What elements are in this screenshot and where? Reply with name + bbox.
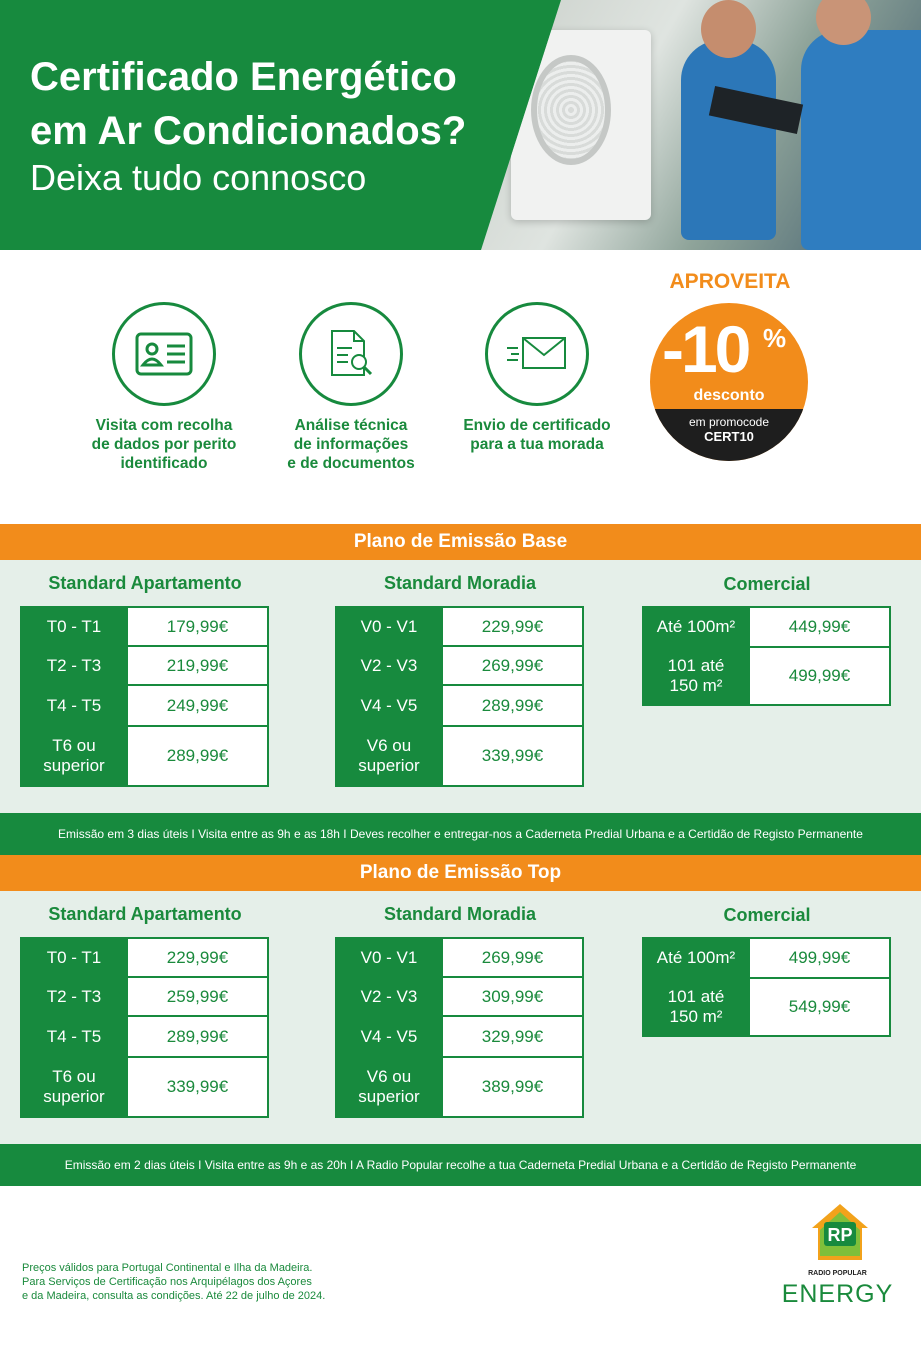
label-line: V6 ou	[366, 1067, 412, 1086]
feature-text	[79, 416, 249, 473]
row-price: 549,99€	[749, 978, 890, 1036]
promo-text: em promocode	[688, 415, 770, 429]
row-price: 289,99€	[127, 726, 268, 786]
document-search-icon	[326, 328, 376, 380]
technicians-photo	[481, 0, 921, 250]
column-title: Comercial	[723, 905, 811, 925]
feature-line: identificado	[120, 455, 208, 472]
row-label	[336, 685, 442, 726]
feature-line: Visita com recolha	[95, 417, 233, 434]
promo-code-box	[650, 409, 808, 461]
label-line: T2 - T3	[46, 655, 102, 675]
table-row	[21, 1057, 268, 1117]
page-title	[30, 50, 466, 158]
row-label	[21, 1057, 127, 1117]
row-price: 449,99€	[749, 607, 890, 647]
feature-circle	[299, 302, 403, 406]
label-line: 101 até	[667, 987, 725, 1006]
label-line: V4 - V5	[360, 695, 418, 715]
label-line: Até 100m²	[656, 617, 736, 636]
row-price: 259,99€	[127, 977, 268, 1016]
logo-product: ENERGY	[781, 1280, 894, 1308]
label-line: 150 m²	[669, 1007, 723, 1026]
label-line: V2 - V3	[360, 986, 418, 1006]
feature-line: e de documentos	[287, 455, 415, 472]
table-row	[336, 685, 583, 726]
row-label	[21, 607, 127, 646]
table-row	[643, 647, 890, 705]
discount-value: -10	[662, 312, 749, 386]
discount-percent: %	[763, 323, 787, 353]
row-label	[21, 685, 127, 726]
feature-circle	[485, 302, 589, 406]
house-logo-icon	[810, 1202, 870, 1262]
price-table-commercial	[642, 606, 891, 706]
row-label	[336, 938, 442, 977]
row-label	[21, 977, 127, 1016]
row-price: 499,99€	[749, 647, 890, 705]
feature-visit	[79, 302, 249, 473]
row-price: 229,99€	[442, 607, 583, 646]
row-price: 289,99€	[442, 685, 583, 726]
promo-code: CERT10	[704, 429, 754, 444]
label-line: V2 - V3	[360, 655, 418, 675]
row-label	[336, 1057, 442, 1117]
row-label	[21, 1016, 127, 1057]
label-line: T6 ou	[52, 1067, 96, 1086]
promo-headline: APROVEITA	[669, 270, 791, 293]
row-label	[643, 938, 749, 978]
note-line: Preços válidos para Portugal Continental e Ilha da Madeira.	[22, 1262, 313, 1274]
feature-line: Análise técnica	[294, 417, 408, 434]
note-line: Para Serviços de Certificação nos Arquipélagos dos Açores	[22, 1276, 312, 1288]
logo-initials: RP	[827, 1225, 853, 1245]
row-label	[336, 726, 442, 786]
title-line-1: Certificado Energético	[30, 55, 457, 99]
plan-top-footer: Emissão em 2 dias úteis I Visita entre as 9h e as 20h I A Radio Popular recolhe a tua Caderneta Predial Urbana e a Certidão de Registo Permanente	[0, 1144, 921, 1186]
feature-line: de informações	[293, 436, 409, 453]
label-line: T4 - T5	[46, 695, 102, 715]
column-title: Standard Apartamento	[48, 573, 242, 593]
ac-fan	[531, 55, 611, 165]
column-title: Standard Moradia	[383, 904, 537, 924]
hero-header	[0, 0, 921, 250]
row-price: 309,99€	[442, 977, 583, 1016]
row-price: 499,99€	[749, 938, 890, 978]
technician-1-head	[701, 0, 756, 58]
label-line: T4 - T5	[46, 1026, 102, 1046]
column-title: Standard Moradia	[383, 573, 537, 593]
id-card-icon	[135, 332, 193, 376]
table-row	[643, 607, 890, 647]
label-line: T0 - T1	[46, 947, 102, 967]
row-price: 179,99€	[127, 607, 268, 646]
table-row	[336, 607, 583, 646]
feature-text	[266, 416, 436, 473]
row-label	[21, 938, 127, 977]
feature-circle	[112, 302, 216, 406]
envelope-icon	[505, 334, 569, 374]
label-line: superior	[358, 1087, 420, 1106]
label-line: T2 - T3	[46, 986, 102, 1006]
plan-base-title: Plano de Emissão Base	[0, 524, 921, 560]
label-line: V6 ou	[366, 736, 412, 755]
row-label	[21, 646, 127, 685]
row-label	[336, 1016, 442, 1057]
row-price: 389,99€	[442, 1057, 583, 1117]
label-line: 101 até	[667, 656, 725, 675]
row-price: 339,99€	[442, 726, 583, 786]
label-line: 150 m²	[669, 676, 723, 695]
label-line: superior	[43, 756, 105, 775]
price-table-house	[335, 606, 584, 787]
row-label	[21, 726, 127, 786]
feature-line: para a tua morada	[470, 436, 604, 453]
row-label	[643, 978, 749, 1036]
table-row	[21, 938, 268, 977]
label-line: T6 ou	[52, 736, 96, 755]
feature-line: Envio de certificado	[463, 417, 611, 434]
terms-notes	[22, 1261, 325, 1303]
table-row	[21, 646, 268, 685]
plan-top-title: Plano de Emissão Top	[0, 855, 921, 891]
price-table-commercial	[642, 937, 891, 1037]
radio-popular-energy-logo	[780, 1200, 895, 1310]
plan-base-footer: Emissão em 3 dias úteis I Visita entre as 9h e as 18h I Deves recolher e entregar-nos a Caderneta Predial Urbana e a Certidão de Registo Permanente	[0, 813, 921, 855]
label-line: V0 - V1	[360, 616, 418, 636]
table-row	[336, 977, 583, 1016]
table-row	[336, 1057, 583, 1117]
row-label	[643, 647, 749, 705]
feature-text	[452, 416, 622, 454]
discount-label: desconto	[693, 387, 765, 404]
row-price: 269,99€	[442, 938, 583, 977]
row-price: 219,99€	[127, 646, 268, 685]
row-price: 269,99€	[442, 646, 583, 685]
row-label	[336, 607, 442, 646]
feature-delivery	[452, 302, 622, 454]
table-row	[643, 978, 890, 1036]
row-price: 229,99€	[127, 938, 268, 977]
title-line-2: em Ar Condicionados?	[30, 109, 467, 153]
price-table-apartment	[20, 606, 269, 787]
row-price: 249,99€	[127, 685, 268, 726]
column-title: Standard Apartamento	[48, 904, 242, 924]
row-label	[336, 977, 442, 1016]
note-line: e da Madeira, consulta as condições. Até 22 de julho de 2024.	[22, 1290, 326, 1302]
row-label	[336, 646, 442, 685]
plan-base-body	[0, 560, 921, 814]
label-line: superior	[358, 756, 420, 775]
table-row	[21, 1016, 268, 1057]
row-price: 329,99€	[442, 1016, 583, 1057]
technician-2	[801, 30, 921, 250]
table-row	[21, 726, 268, 786]
label-line: superior	[43, 1087, 105, 1106]
label-line: T0 - T1	[46, 616, 102, 636]
price-table-house	[335, 937, 584, 1118]
page-subtitle: Deixa tudo connosco	[30, 157, 367, 198]
row-price: 339,99€	[127, 1057, 268, 1117]
price-table-apartment	[20, 937, 269, 1118]
label-line: V4 - V5	[360, 1026, 418, 1046]
logo-brand: RADIO POPULAR	[808, 1270, 867, 1277]
table-row	[336, 1016, 583, 1057]
feature-line: de dados por perito	[91, 436, 237, 453]
label-line: Até 100m²	[656, 948, 736, 967]
table-row	[336, 938, 583, 977]
row-label	[643, 607, 749, 647]
technician-1	[681, 40, 776, 240]
column-title: Comercial	[723, 574, 811, 594]
table-row	[336, 726, 583, 786]
plan-top-body	[0, 891, 921, 1144]
label-line: V0 - V1	[360, 947, 418, 967]
table-row	[643, 938, 890, 978]
table-row	[336, 646, 583, 685]
table-row	[21, 977, 268, 1016]
table-row	[21, 685, 268, 726]
feature-analysis	[266, 302, 436, 473]
row-price: 289,99€	[127, 1016, 268, 1057]
discount-badge	[650, 303, 808, 461]
table-row	[21, 607, 268, 646]
